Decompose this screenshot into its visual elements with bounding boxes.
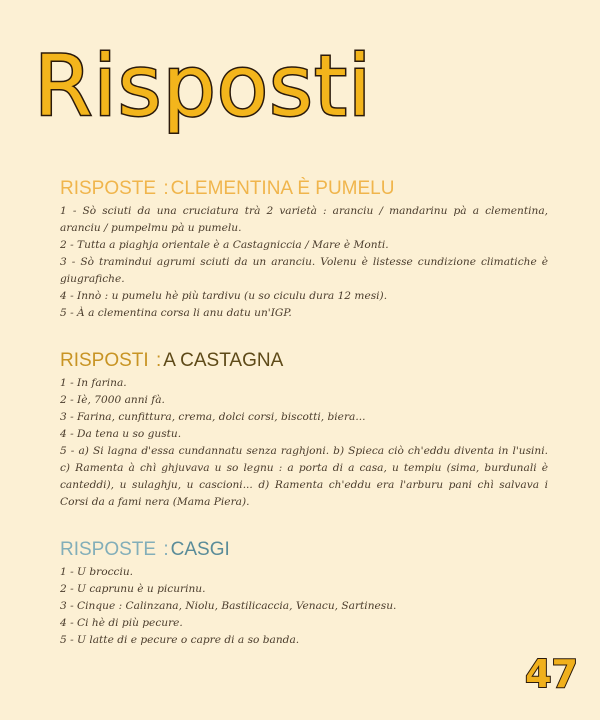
answer-item: 3 - Sò tramindui agrumi sciuti da un aranciu. Volenu è listesse cundizione climatiche è giugrafiche. [60, 256, 548, 285]
answer-item: 5 - a) Si lagna d'essa cundannatu senza raghjoni. b) Spieca ciò ch'eddu diventa in l'usini. c) Ramenta à chì ghjuvava u so legnu : a porta di a casa, u tempiu (sima, burdunali è canteddi), u sulaghju, u cascioni... d) Ramenta ch'eddu era l'arburu pani chì salvava i Corsi da a fami nera (Mama Piera). [60, 445, 548, 508]
section-heading-part2: CLEMENTINA È PUMELU [170, 178, 395, 199]
heading-separator: : [158, 178, 169, 199]
answer-item: 2 - Iè, 7000 anni fà. [60, 394, 165, 406]
answer-item: 5 - U latte di e pecure o capre di a so banda. [60, 634, 300, 646]
section-heading-part2: CASGI [170, 539, 230, 560]
answer-item: 1 - U brocciu. [60, 566, 134, 578]
section-castagna [60, 349, 548, 511]
answer-item: 2 - Tutta a piaghja orientale è a Castagniccia / Mare è Monti. [60, 239, 389, 251]
answer-item: 4 - Innò : u pumelu hè più tardivu (u so ciculu dura 12 mesi). [60, 290, 388, 302]
answer-item: 1 - In farina. [60, 377, 127, 389]
heading-separator: : [158, 539, 169, 560]
answer-item: 3 - Cinque : Calinzana, Niolu, Bastilicaccia, Venacu, Sartinesu. [60, 600, 397, 612]
answer-item: 3 - Farina, cunfittura, crema, dolci corsi, biscotti, biera... [60, 411, 366, 423]
section-casgi [60, 538, 548, 649]
section-heading-part1: RISPOSTE [60, 178, 157, 199]
section-clementina-pumelu [60, 177, 548, 322]
page-number: 47 [525, 652, 578, 696]
answer-item: 1 - Sò sciuti da una cruciatura trà 2 varietà : aranciu / mandarinu pà a clementina, aranciu / pumpelmu pà u pumelu. [60, 205, 548, 234]
section-heading-part1: RISPOSTE [60, 539, 157, 560]
section-heading [60, 538, 548, 562]
answer-item: 5 - À a clementina corsa li anu datu un'IGP. [60, 307, 292, 319]
section-heading [60, 349, 548, 373]
section-heading-part1: RISPOSTI [60, 350, 149, 371]
answer-item: 4 - Da tena u so gustu. [60, 428, 182, 440]
section-heading [60, 177, 548, 201]
answer-item: 2 - U caprunu è u picurinu. [60, 583, 206, 595]
section-heading-part2: A CASTAGNA [163, 350, 284, 371]
heading-separator: : [150, 350, 162, 371]
answer-item: 4 - Ci hè di più pecure. [60, 617, 183, 629]
page-title: Risposti [34, 37, 373, 135]
